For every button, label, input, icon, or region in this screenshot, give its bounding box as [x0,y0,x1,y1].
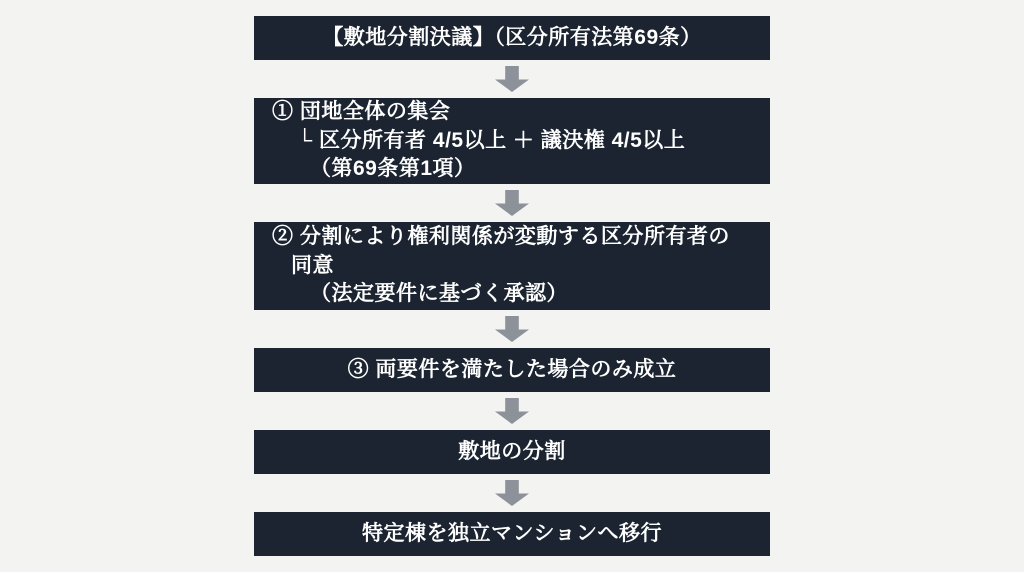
down-arrow-icon [495,398,529,424]
node-step-5 [254,512,770,556]
down-arrow-icon [495,480,529,506]
node-heading [254,16,770,60]
down-arrow-icon [495,316,529,342]
node-step-2-line-2: 同意 [272,253,335,277]
flowchart [254,0,770,556]
node-step-2 [254,222,770,310]
node-step-2-line-3: （法定要件に基づく承認） [272,282,569,306]
down-arrow-icon [495,66,529,92]
node-step-1 [254,98,770,184]
node-step-5-line-1: 特定棟を独立マンションへ移行 [361,521,663,545]
node-heading-line-1: 【敷地分割決議】（区分所有法第69条） [322,25,702,49]
node-step-1-line-1: ① 団地全体の集会 [272,100,451,124]
node-step-3-line-1: ③ 両要件を満たした場合のみ成立 [347,357,677,381]
node-step-3 [254,348,770,392]
node-step-1-line-2: └ 区分所有者 4/5以上 ＋ 議決権 4/5以上 [272,128,686,152]
down-arrow-icon [495,190,529,216]
node-step-2-line-1: ② 分割により権利関係が変動する区分所有者の [272,225,730,249]
node-step-4-line-1: 敷地の分割 [458,439,566,463]
node-step-1-line-3: （第69条第1項） [272,157,476,181]
node-step-4 [254,430,770,474]
